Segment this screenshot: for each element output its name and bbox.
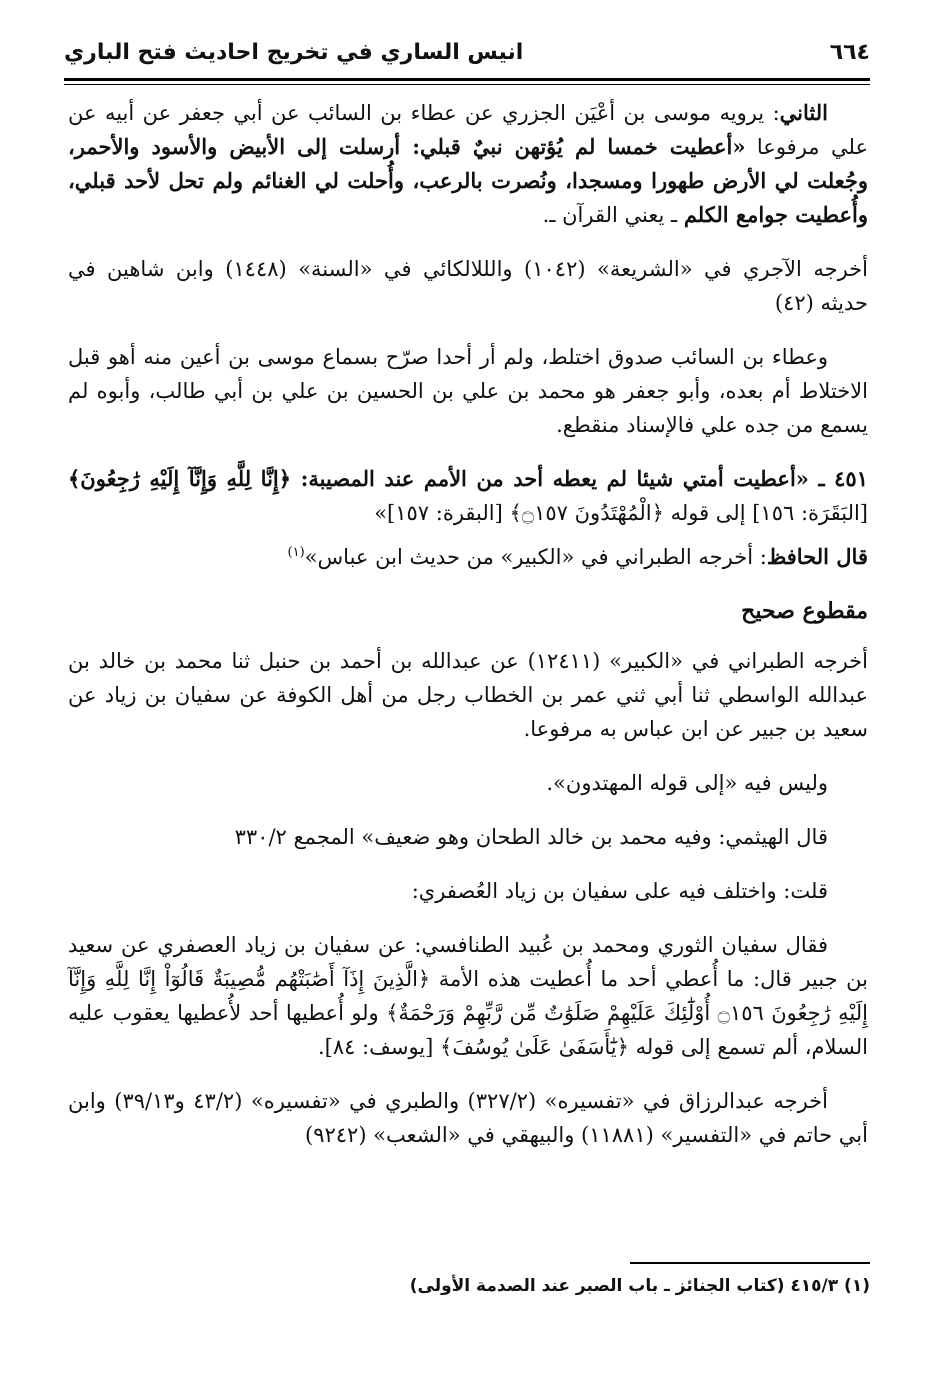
header-rule-thin	[64, 84, 870, 85]
paragraph-takhrij-2: أخرجه عبدالرزاق في «تفسيره» (٣٢٧/٢) والطبري في «تفسيره» (٤٣/٢ و٣٩/١٣) وابن أبي حاتم في «التفسير» (١١٨٨١) والبيهقي في «الشعب» (٩٢٤٢)	[68, 1089, 868, 1147]
paragraph-sufyan: فقال سفيان الثوري ومحمد بن عُبيد الطنافسي: عن سفيان بن زياد العصفري عن سعيد بن جبير قال: ما أُعطي أحد ما أُعطيت هذه الأمة ﴿الَّذِينَ إِذَآ أَصَٰبَتْهُم مُّصِيبَةٌ قَالُوٓاْ إِنَّا لِلَّهِ وَإِنَّآ إِلَيْهِ رَٰجِعُونَ ۝١٥٦ أُوْلَٰٓئِكَ عَلَيْهِمْ صَلَوَٰتٌ مِّن رَّبِّهِمْ وَرَحْمَةٌ﴾ ولو أُعطيها أحد لأُعطيها يعقوب عليه السلام، ألم تسمع إلى قوله ﴿يَٰٓأَسَفَىٰ عَلَىٰ يُوسُفَ﴾ [يوسف: ٨٤].	[68, 933, 868, 1059]
grade-heading: مقطوع صحيح	[741, 598, 868, 624]
paragraph-takhrij-1: أخرجه الآجري في «الشريعة» (١٠٤٢) والللالكائي في «السنة» (١٤٤٨) وابن شاهين في حديثه (٤٢)	[68, 257, 868, 315]
paragraph-qultu: قلت: واختلف فيه على سفيان بن زياد العُصفري:	[411, 879, 828, 903]
paragraph-not-included: وليس فيه «إلى قوله المهتدون».	[546, 771, 828, 795]
footnote-ref: (١)	[287, 545, 305, 560]
hadith-451-refs: [البَقَرَة: ١٥٦] إلى قوله ﴿الْمُهْتَدُونَ ۝١٥٧﴾ [البقرة: ١٥٧]»	[374, 501, 868, 525]
label-second: الثاني	[779, 100, 828, 125]
book-title: انيس الساري في تخريج احاديث فتح الباري	[64, 39, 524, 65]
paragraph-second-narration	[68, 96, 868, 232]
page-number: ٦٦٤	[829, 39, 870, 65]
hadith-451	[68, 462, 868, 530]
label-hafiz: قال الحافظ	[766, 544, 868, 569]
hadith-tail: ـ يعني القرآن ـ.	[542, 203, 684, 227]
paragraph-hafiz	[68, 536, 868, 574]
narration-chain: : يرويه موسى بن أعْيَن الجزري عن عطاء بن السائب عن أبي جعفر عن أبيه عن علي مرفوعا	[68, 101, 868, 159]
hadith-text: «أعطيت خمسا لم يُؤتهن نبيٌ قبلي: أرسلت إلى الأبيض والأسود والأحمر، وجُعلت لي الأرض طهورا ومسجدا، ونُصرت بالرعب، وأُحلت لي الغنائم ولم تحل لأحد قبلي، وأُعطيت جوامع الكلم	[68, 134, 868, 227]
footnote-divider	[630, 1262, 870, 1264]
main-text	[68, 96, 868, 1172]
paragraph-tabarani: أخرجه الطبراني في «الكبير» (١٢٤١١) عن عبدالله بن أحمد بن حنبل ثنا محمد بن خالد بن عبدالله الواسطي ثنا أبي ثني عمر بن الخطاب رجل من أهل الكوفة عن سفيان بن زياد عن سعيد بن جبير عن ابن عباس به مرفوعا.	[68, 649, 868, 741]
hadith-451-heading: ٤٥١ ـ «أعطيت أمتي شيئا لم يعطه أحد من الأمم عند المصيبة: ﴿إِنَّا لِلَّهِ وَإِنَّآ إِلَيْهِ رَٰجِعُونَ﴾	[68, 466, 868, 491]
paragraph-isnad-note: وعطاء بن السائب صدوق اختلط، ولم أر أحدا صرّح بسماع موسى بن أعين منه أهو قبل الاختلاط أم بعده، وأبو جعفر هو محمد بن علي بن الحسين بن علي بن أبي طالب، وأبوه لم يسمع من جده علي فالإسناد منقطع.	[68, 345, 868, 437]
footnote: (١) ٤١٥/٣ (كتاب الجنائز ـ باب الصبر عند الصدمة الأولى)	[409, 1276, 870, 1296]
header-rule-thick	[64, 78, 870, 81]
page-header	[64, 30, 870, 74]
paragraph-haythami: قال الهيثمي: وفيه محمد بن خالد الطحان وهو ضعيف» المجمع ٣٣٠/٢	[234, 825, 828, 849]
hafiz-statement: : أخرجه الطبراني في «الكبير» من حديث ابن عباس»	[304, 545, 767, 569]
